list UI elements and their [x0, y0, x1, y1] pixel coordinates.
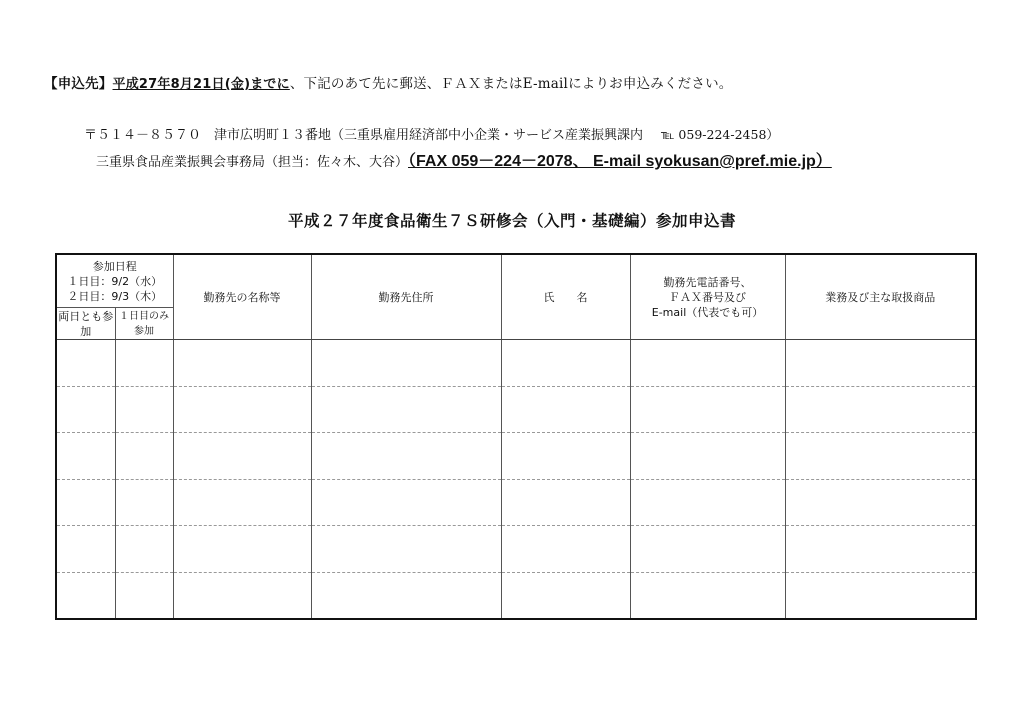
header-contact — [630, 254, 785, 340]
header-day1-only: １日目のみ参加 — [115, 308, 173, 340]
cell-both-days[interactable] — [56, 386, 115, 433]
table-row — [56, 572, 976, 619]
notice-text: 、下記のあて先に郵送、ＦＡＸまたはE-mailによりお申込みください。 — [289, 76, 733, 92]
schedule-day2: ２日目：9/3（木） — [67, 289, 163, 303]
cell-address[interactable] — [311, 479, 501, 526]
cell-both-days[interactable] — [56, 526, 115, 573]
cell-address[interactable] — [311, 572, 501, 619]
cell-contact[interactable] — [630, 479, 785, 526]
cell-both-days[interactable] — [56, 572, 115, 619]
cell-day1-only[interactable] — [115, 340, 173, 387]
cell-day1-only[interactable] — [115, 572, 173, 619]
header-name: 氏 名 — [501, 254, 630, 340]
cell-contact[interactable] — [630, 340, 785, 387]
cell-company[interactable] — [173, 526, 311, 573]
secretariat-contact — [96, 148, 832, 171]
cell-name[interactable] — [501, 433, 630, 480]
fax-email-contact: （FAX 059－224－2078、 E-mail syokusan@pref.mie.jp） — [408, 153, 832, 170]
cell-both-days[interactable] — [56, 479, 115, 526]
cell-business[interactable] — [785, 386, 976, 433]
cell-company[interactable] — [173, 479, 311, 526]
cell-day1-only[interactable] — [115, 479, 173, 526]
schedule-title: 参加日程 — [92, 259, 137, 273]
table-row — [56, 433, 976, 480]
cell-company[interactable] — [173, 433, 311, 480]
cell-day1-only[interactable] — [115, 433, 173, 480]
cell-company[interactable] — [173, 572, 311, 619]
contact-line3: E-mail（代表でも可） — [651, 305, 764, 319]
header-address: 勤務先住所 — [311, 254, 501, 340]
cell-contact[interactable] — [630, 572, 785, 619]
submission-notice — [44, 72, 732, 92]
contact-line2: ＦＡＸ番号及び — [669, 290, 747, 304]
cell-business[interactable] — [785, 479, 976, 526]
notice-label: 【申込先】 — [44, 76, 113, 92]
schedule-day1: １日目：9/2（水） — [67, 274, 163, 288]
header-company: 勤務先の名称等 — [173, 254, 311, 340]
cell-address[interactable] — [311, 433, 501, 480]
contact-line1: 勤務先電話番号、 — [663, 275, 752, 289]
cell-address[interactable] — [311, 340, 501, 387]
schedule-header — [56, 254, 173, 308]
cell-contact[interactable] — [630, 526, 785, 573]
deadline-text: 平成27年8月21日(金)までに — [112, 77, 290, 92]
address-line: 〒５１４－８５７０ 津市広明町１３番地（三重県雇用経済部中小企業・サービス産業振興課内 — [84, 128, 644, 143]
cell-contact[interactable] — [630, 433, 785, 480]
cell-address[interactable] — [311, 526, 501, 573]
cell-name[interactable] — [501, 340, 630, 387]
cell-business[interactable] — [785, 526, 976, 573]
header-both-days: 両日とも参加 — [56, 308, 115, 340]
cell-contact[interactable] — [630, 386, 785, 433]
form-title: 平成２７年度食品衛生７Ｓ研修会（入門・基礎編）参加申込書 — [287, 212, 736, 230]
postal-address — [84, 124, 779, 143]
table-row — [56, 340, 976, 387]
cell-day1-only[interactable] — [115, 526, 173, 573]
table-row — [56, 479, 976, 526]
cell-both-days[interactable] — [56, 433, 115, 480]
cell-business[interactable] — [785, 433, 976, 480]
cell-address[interactable] — [311, 386, 501, 433]
cell-company[interactable] — [173, 340, 311, 387]
cell-name[interactable] — [501, 479, 630, 526]
cell-business[interactable] — [785, 572, 976, 619]
telephone-number: ℡ 059-224-2458） — [661, 127, 779, 142]
cell-business[interactable] — [785, 340, 976, 387]
table-row — [56, 386, 976, 433]
cell-name[interactable] — [501, 572, 630, 619]
header-business: 業務及び主な取扱商品 — [785, 254, 976, 340]
cell-day1-only[interactable] — [115, 386, 173, 433]
secretariat-name: 三重県食品産業振興会事務局（担当：佐々木、大谷） — [96, 155, 409, 170]
cell-both-days[interactable] — [56, 340, 115, 387]
cell-name[interactable] — [501, 526, 630, 573]
table-row — [56, 526, 976, 573]
cell-name[interactable] — [501, 386, 630, 433]
application-form-table — [55, 253, 977, 620]
cell-company[interactable] — [173, 386, 311, 433]
